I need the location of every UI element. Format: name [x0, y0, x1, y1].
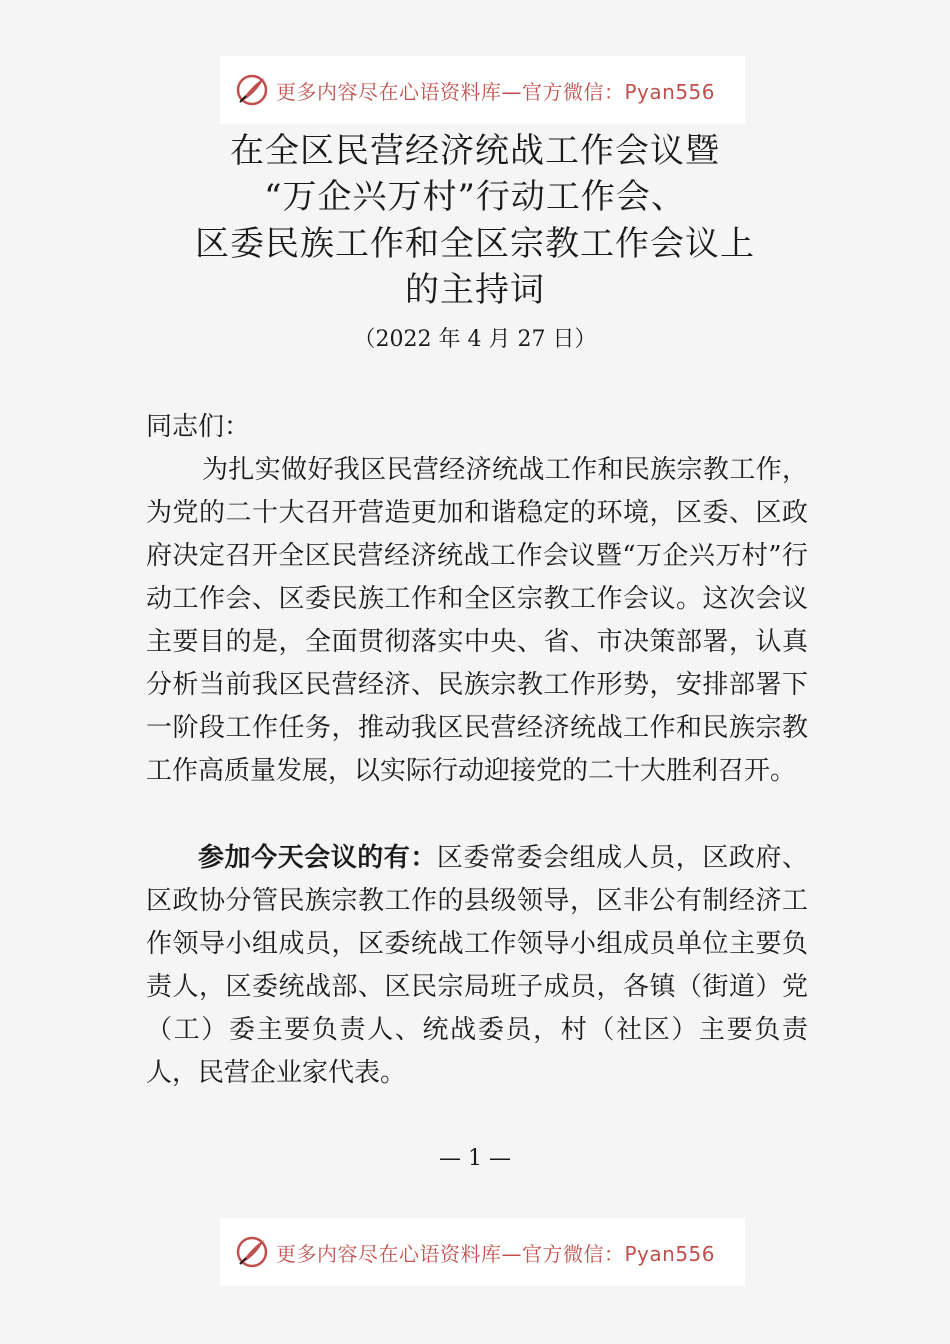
quill-logo-icon [234, 1234, 270, 1270]
document-title-line-1: 在全区民营经济统战工作会议暨 [230, 131, 720, 171]
watermark-text: 更多内容尽在心语资料库—官方微信：Pyan556 [276, 79, 716, 104]
document-date: （2022 年 4 月 27 日） [353, 327, 597, 352]
greeting: 同志们： [146, 412, 251, 442]
quill-logo-icon [234, 72, 270, 108]
document-title-line-3: 区委民族工作和全区宗教工作会议上 [195, 224, 755, 264]
document-title-line-4: 的主持词 [405, 270, 545, 310]
document-title-line-2: “万企兴万村”行动工作会、 [264, 177, 686, 217]
attendees-list: 区委常委会组成人员，区政府、区政协分管民族宗教工作的县级领导，区非公有制经济工作领导小组成员，区委统战工作领导小组成员单位主要负责人，区委统战部、区民宗局班子成员，各镇（街道）党（工）委主要负责人、统战委员，村（社区）主要负责人，民营企业家代表。 [146, 843, 808, 1088]
attendees-lead: 参加今天会议的有： [198, 843, 437, 873]
watermark-text: 更多内容尽在心语资料库—官方微信：Pyan556 [276, 1241, 716, 1266]
paragraph-attendees [146, 837, 808, 1095]
paragraph-purpose: 为扎实做好我区民营经济统战工作和民族宗教工作，为党的二十大召开营造更加和谐稳定的环境，区委、区政府决定召开全区民营经济统战工作会议暨“万企兴万村”行动工作会、区委民族工作和全区宗教工作会议。这次会议主要目的是，全面贯彻落实中央、省、市决策部署，认真分析当前我区民营经济、民族宗教工作形势，安排部署下一阶段工作任务，推动我区民营经济统战工作和民族宗教工作高质量发展，以实际行动迎接党的二十大胜利召开。 [146, 455, 808, 786]
watermark-banner-top [220, 56, 745, 124]
page-number: — 1 — [439, 1146, 511, 1171]
watermark-banner-bottom [220, 1218, 745, 1286]
